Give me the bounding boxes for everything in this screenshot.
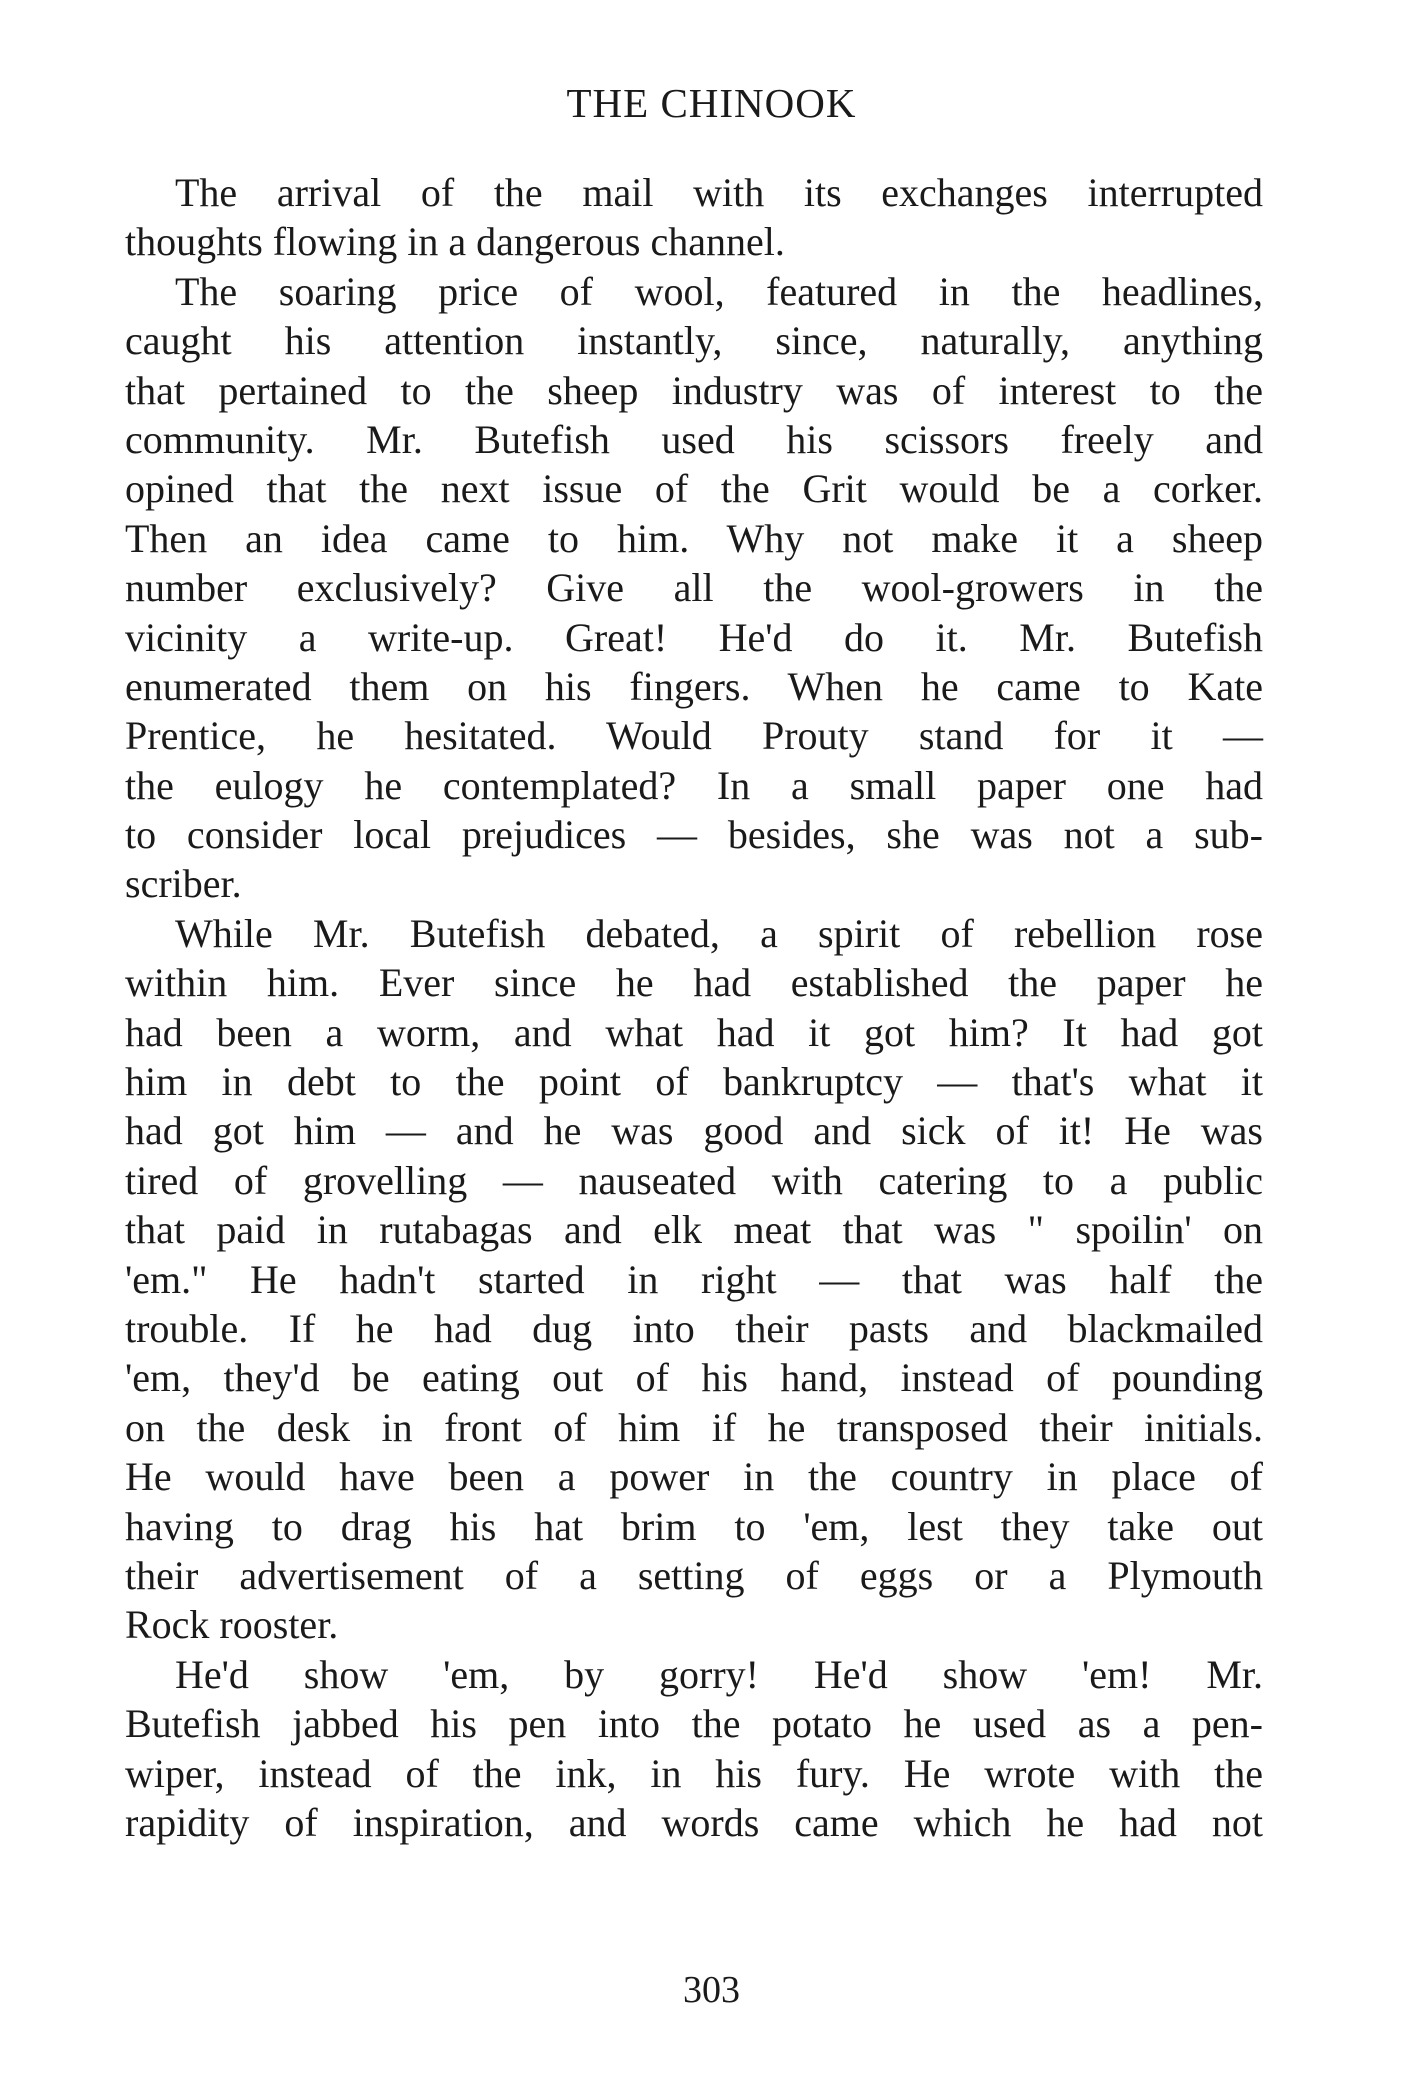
- text-line: community. Mr. Butefish used his scissors freely and: [125, 416, 1263, 462]
- text-line: him in debt to the point of bankruptcy — that's what it: [125, 1059, 1263, 1105]
- text-line: The arrival of the mail with its exchanges interrupted: [175, 170, 1263, 215]
- text-line: Rock rooster.: [125, 1602, 339, 1648]
- text-line: having to drag his hat brim to 'em, lest they take out: [125, 1503, 1263, 1549]
- text-line: enumerated them on his fingers. When he came to Kate: [125, 663, 1263, 709]
- page-number: 303: [683, 1969, 740, 2011]
- text-line: the eulogy he contemplated? In a small paper one had: [125, 762, 1263, 808]
- text-line: 'em, they'd be eating out of his hand, instead of pounding: [125, 1355, 1263, 1401]
- text-line: Prentice, he hesitated. Would Prouty stand for it —: [125, 713, 1263, 759]
- text-line: their advertisement of a setting of eggs or a Plymouth: [125, 1552, 1263, 1598]
- text-line: opined that the next issue of the Grit would be a corker.: [125, 466, 1263, 512]
- text-line: Then an idea came to him. Why not make it a sheep: [125, 515, 1263, 561]
- text-line: Butefish jabbed his pen into the potato he used as a pen-: [125, 1701, 1263, 1747]
- text-line: He would have been a power in the country in place of: [125, 1454, 1263, 1500]
- text-line: wiper, instead of the ink, in his fury. He wrote with the: [125, 1750, 1263, 1796]
- body-text: [125, 168, 1263, 1847]
- text-line: While Mr. Butefish debated, a spirit of rebellion rose: [175, 910, 1263, 956]
- text-line: number exclusively? Give all the wool-growers in the: [125, 565, 1263, 611]
- text-line: to consider local prejudices — besides, she was not a sub-: [125, 812, 1263, 858]
- text-line: that paid in rutabagas and elk meat that was " spoilin' on: [125, 1207, 1263, 1253]
- text-line: tired of grovelling — nauseated with catering to a public: [125, 1157, 1263, 1203]
- text-line: rapidity of inspiration, and words came which he had not: [125, 1799, 1263, 1845]
- text-line: within him. Ever since he had established the paper he: [125, 960, 1263, 1006]
- running-head: THE CHINOOK: [566, 80, 857, 126]
- text-line: trouble. If he had dug into their pasts and blackmailed: [125, 1305, 1263, 1351]
- text-line: that pertained to the sheep industry was of interest to the: [125, 367, 1263, 413]
- text-line: on the desk in front of him if he transposed their initials.: [125, 1404, 1263, 1450]
- text-line: thoughts flowing in a dangerous channel.: [125, 219, 785, 265]
- text-line: The soaring price of wool, featured in the headlines,: [175, 268, 1263, 314]
- text-line: had got him — and he was good and sick of it! He was: [125, 1108, 1263, 1154]
- text-line: He'd show 'em, by gorry! He'd show 'em! Mr.: [175, 1651, 1263, 1697]
- text-line: had been a worm, and what had it got him? It had got: [125, 1009, 1263, 1055]
- text-line: caught his attention instantly, since, naturally, anything: [125, 318, 1263, 364]
- text-line: scriber.: [125, 861, 242, 907]
- text-line: 'em." He hadn't started in right — that was half the: [125, 1256, 1263, 1302]
- text-line: vicinity a write-up. Great! He'd do it. Mr. Butefish: [125, 614, 1263, 660]
